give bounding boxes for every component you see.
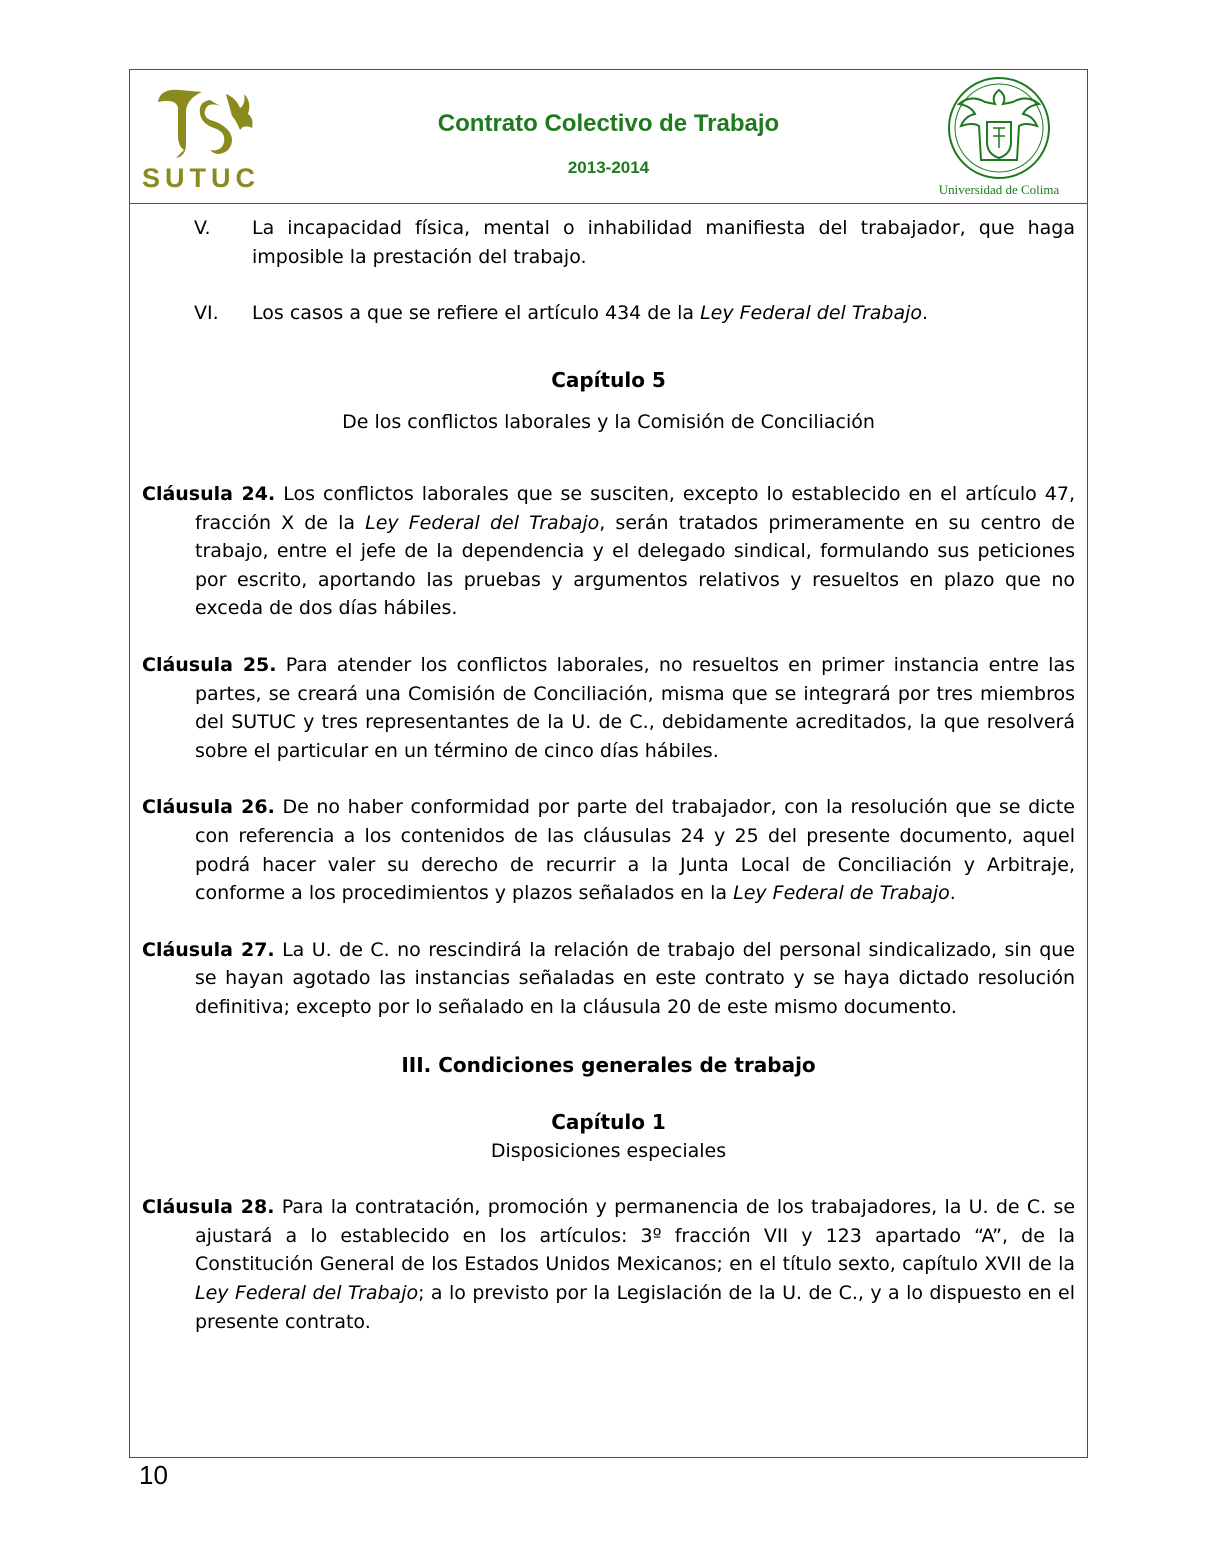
clause-label: Cláusula 25. [142, 653, 277, 676]
chapter-1-subtitle: Disposiciones especiales [490, 1139, 727, 1162]
item-number: VI. [194, 302, 219, 325]
section-3-title: III. Condiciones generales de trabajo [401, 1053, 816, 1078]
clause-text: Los conflictos laborales que se susciten, excepto lo establecido en el artículo 47, fracción X de la [195, 482, 1075, 534]
clause-text: De no haber conformidad por parte del trabajador, con la resolución que se dicte con referencia a los contenidos de las cláusulas 24 y 25 del presente documento, aquel podrá hacer valer su derecho de recurrir a la Junta Local de Conciliación y Arbitraje, conforme a los procedimientos y plazos señalados en la [195, 796, 1075, 905]
item-text: Los casos a que se refiere el artículo 434 de la [252, 302, 701, 325]
page-header [130, 70, 1087, 204]
document-body [142, 214, 1075, 1336]
law-reference: Ley Federal del Trabajo [700, 302, 923, 325]
clause-text: La U. de C. no rescindirá la relación de trabajo del personal sindicalizado, sin que se hayan agotado las instancias señaladas en este contrato y se haya dictado resolución definitiva; excepto por lo señalado en la cláusula 20 de este mismo documento. [195, 938, 1075, 1018]
clause-28 [142, 1193, 1075, 1336]
clause-text-end: . [949, 882, 956, 905]
chapter-5-subtitle: De los conflictos laborales y la Comisión de Conciliación [342, 411, 875, 434]
clause-label: Cláusula 24. [142, 482, 276, 505]
law-reference: Ley Federal del Trabajo [195, 1282, 419, 1305]
clause-text: Para atender los conflictos laborales, no resueltos en primer instancia entre las partes, se creará una Comisión de Conciliación, misma que se integrará por tres miembros del SUTUC y tres representantes de la U. de C., debidamente acreditados, la que resolverá sobre el particular en un término de cinco días hábiles. [195, 653, 1076, 762]
page-number: 10 [139, 1460, 168, 1490]
clause-label: Cláusula 27. [142, 938, 275, 961]
clause-27 [142, 936, 1075, 1022]
clause-label: Cláusula 28. [142, 1196, 275, 1219]
document-year: 2013-2014 [567, 158, 650, 177]
clause-label: Cláusula 26. [142, 796, 275, 819]
law-reference: Ley Federal del Trabajo [365, 511, 600, 534]
item-text: La incapacidad física, mental o inhabilidad manifiesta del trabajador, que haga imposible la prestación del trabajo. [252, 217, 1075, 268]
university-name-text: Universidad de Colima [938, 182, 1060, 197]
law-reference: Ley Federal de Trabajo [733, 882, 950, 905]
clause-25 [142, 651, 1075, 765]
sutuc-logo-text: SUTUC [142, 163, 260, 192]
chapter-1-title: Capítulo 1 [551, 1110, 666, 1135]
clause-text-end: , serán tratados primeramente en su centro de trabajo, entre el jefe de la dependencia y el delegado sindical, formulando sus peticiones por escrito, aportando las pruebas y argumentos relativos y resueltos en plazo que no exceda de dos días hábiles. [195, 511, 1075, 620]
clause-26 [142, 793, 1075, 907]
clause-text-end: ; a lo previsto por la Legislación de la U. de C., y a lo dispuesto en el presente contrato. [195, 1282, 1075, 1333]
document-title: Contrato Colectivo de Trabajo [437, 110, 780, 137]
list-item [142, 214, 1075, 271]
chapter-5-title: Capítulo 5 [551, 367, 666, 392]
list-item [142, 299, 1075, 328]
item-number: V. [194, 217, 211, 239]
university-seal-logo [935, 76, 1063, 200]
item-text-end: . [922, 302, 929, 325]
clause-24 [142, 480, 1075, 623]
clause-text: Para la contratación, promoción y permanencia de los trabajadores, la U. de C. se ajustará a lo establecido en los artículos: 3º fracción VII y 123 apartado “A”, de la Constitución General de los Estados Unidos Mexicanos; en el título sexto, capítulo XVII de la [195, 1196, 1076, 1276]
